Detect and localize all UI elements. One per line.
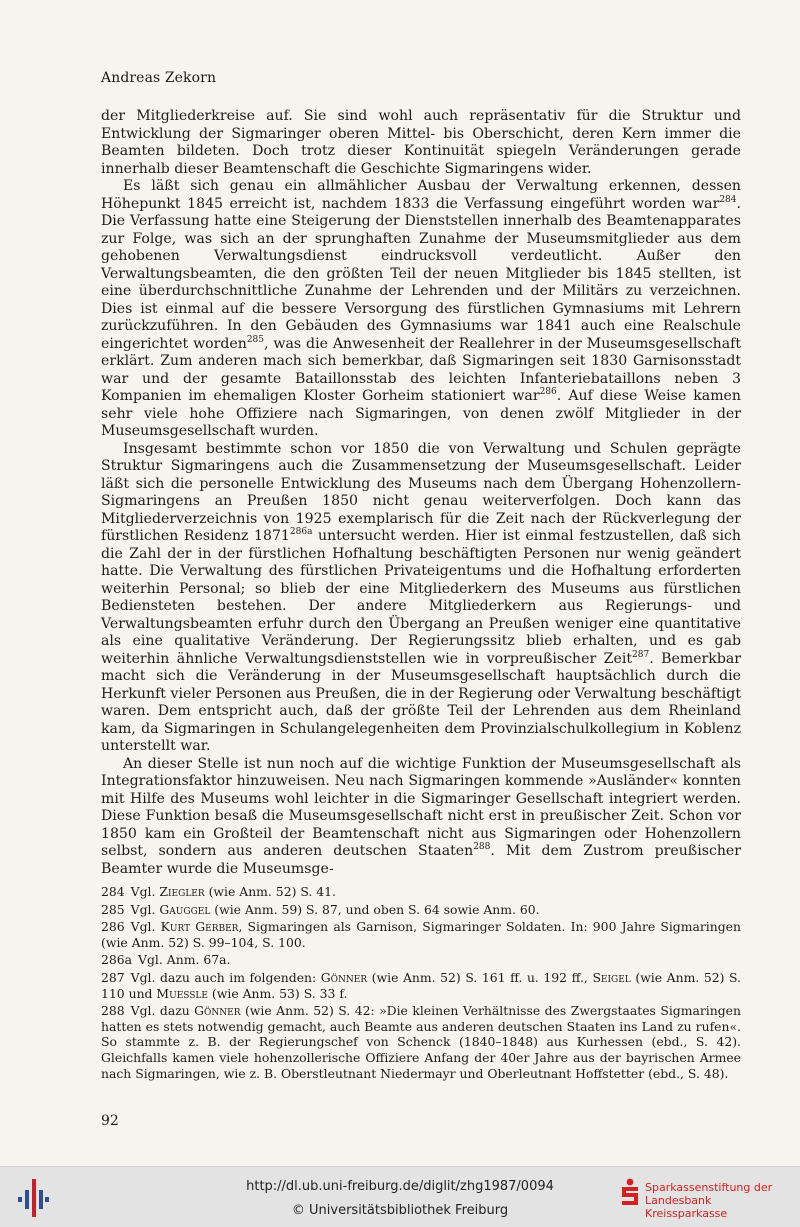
footnote-text: Vgl. Anm. 67a. (138, 952, 231, 968)
footnote (101, 952, 741, 968)
footnote (101, 902, 741, 918)
footnote-text: Vgl. Gauggel (wie Anm. 59) S. 87, und oben S. 64 sowie Anm. 60. (130, 901, 540, 917)
body-paragraph: Es läßt sich genau ein allmählicher Ausbau der Verwaltung erkennen, dessen Höhepunkt 1845 erreicht ist, nachdem 1833 die Verfassung eingeführt worden war$^{284}$. Die Verfassung hatte eine Steigerung der Dienststellen innerhalb des Beamtenapparates zur Folge, was sich an der sprunghaften Zunahme der Museumsmitglieder aus dem gehobenen Verwaltungsdienst eindrucksvoll verdeutlicht. Außer den Verwaltungsbeamten, die den größten Teil der neuen Mitglieder bis 1845 stellten, ist eine überdurchschnittliche Zunahme der Lehrenden und der Militärs zu verzeichnen. Dies ist einmal auf die bessere Versorgung des fürstlichen Gymnasiums mit Lehrern zurückzuführen. In den Gebäuden des Gymnasiums war 1841 auch eine Realschule eingerichtet worden$^{285}$, was die Anwesenheit der Reallehrer in der Museumsgesellschaft erklärt. Zum anderen mach sich bemerkbar, daß Sigmaringen seit 1830 Garnisonsstadt war und der gesamte Bataillonsstab des leichten Infanteriebataillons neben 3 Kompanien im ehemaligen Kloster Gorheim stationiert war$^{286}$. Auf diese Weise kamen sehr viele hohe Offiziere nach Sigmaringen, von denen zwölf Mitglieder in der Museumsgesellschaft wurden. (101, 178, 741, 439)
body-text (101, 108, 741, 878)
body-paragraph: der Mitgliederkreise auf. Sie sind wohl auch repräsentativ für die Struktur und Entwicklung der Sigmaringer oberen Mittel- bis Oberschicht, deren Kern immer die Beamten bildeten. Doch trotz dieser Kontinuität spiegeln Veränderungen gerade innerhalb dieser Beamtenschaft die Geschichte Sigmaringens wider. (101, 108, 741, 177)
body-paragraph: Insgesamt bestimmte schon vor 1850 die von Verwaltung und Schulen geprägte Struktur Sigmaringens auch die Zusammensetzung der Museumsgesellschaft. Leider läßt sich die personelle Entwicklung des Museums nach dem Übergang Hohenzollern-Sigmaringens an Preußen 1850 nicht genau weiterverfolgen. Doch kann das Mitgliederverzeichnis von 1925 exemplarisch für die Zeit nach der Rückverlegung der fürstlichen Residenz $1871^{286a}$ untersucht werden. Hier ist einmal festzustellen, daß sich die Zahl der in der fürstlichen Hofhaltung beschäftigten Personen nur wenig geändert hatte. Die Verwaltung des fürstlichen Privateigentums und die Hofhaltung erforderten weiterhin Personal; so blieb der eine Mitgliederkern des Museums aus fürstlichen Bediensteten bestehen. Der andere Mitgliederkern aus Regierungs- und Verwaltungsbeamten erfuhr durch den Übergang an Preußen weniger eine quantitative als eine qualitative Veränderung. Der Regierungssitz blieb erhalten, und es gab weiterhin ähnliche Verwaltungsdienststellen wie in vorpreußischer Zeit$^{287}$. Bemerkbar macht sich die Veränderung in der Museumsgesellschaft hauptsächlich durch die Herkunft vieler Personen aus Preußen, die in der Regierung oder Verwaltung beschäftigt waren. Dem entspricht auch, daß der größte Teil der Lehrenden aus dem Rheinland kam, da Sigmaringen in Schulangelegenheiten dem Provinzialschulkollegium in Koblenz unterstellt war. (101, 440, 741, 754)
footnote (101, 1003, 741, 1081)
footnote-text: Vgl. dazu Gönner (wie Anm. 52) S. 42: »Die kleinen Verhältnisse des Zwergstaates Sigmaringen hatten es stets notwendig gemacht, auch Beamte aus anderen deutschen Staaten ins Land zu rufen«. So stammte z. B. der Regierungschef von Schenck (1840–1848) aus Kurhessen (ebd., S. 42). Gleichfalls kamen viele hohenzollerische Offiziere Anfang der 40er Jahre aus der bayrischen Armee nach Sigmaringen, wie z. B. Oberstleutnant Niedermayr und Oberleutnant Hoffstetter (ebd., S. 48). (101, 1003, 741, 1081)
sparkasse-s-icon (619, 1178, 641, 1208)
viewer-footer (0, 1166, 800, 1227)
running-head: Andreas Zekorn (101, 70, 217, 86)
footnote-number: 288 (101, 1003, 125, 1019)
sparkasse-sponsor-logo (617, 1176, 797, 1220)
page-number: 92 (101, 1113, 119, 1129)
footnote (101, 884, 741, 900)
footnotes (101, 884, 741, 1083)
copyright-notice: © Universitätsbibliothek Freiburg (291, 1203, 509, 1218)
footnote-number: 285 (101, 901, 125, 917)
body-paragraph: An dieser Stelle ist nun noch auf die wichtige Funktion der Museumsgesellschaft als Integrationsfaktor hinzuweisen. Neu nach Sigmaringen kommende »Ausländer« konnten mit Hilfe des Museums wohl leichter in die Sigmaringer Gesellschaft integriert werden. Diese Funktion besaß die Museumsgesellschaft nicht erst in preußischer Zeit. Schon vor 1850 kam ein Großteil der Beamtenschaft nicht aus Sigmaringen oder Hohenzollern selbst, sondern aus anderen deutschen Staaten$^{288}$. Mit dem Zustrom preußischer Beamter wurde die Museumsge- (101, 755, 741, 877)
footnote-number: 286 (101, 919, 125, 935)
footnote (101, 970, 741, 1001)
document-url-link[interactable]: http://dl.ub.uni-freiburg.de/diglit/zhg1987/0094 (246, 1179, 554, 1194)
footnote-number: 286a (101, 952, 133, 968)
footnote (101, 919, 741, 950)
footnote-number: 284 (101, 884, 125, 899)
footnote-text: Vgl. Kurt Gerber, Sigmaringen als Garnison, Sigmaringer Soldaten. In: 900 Jahre Sigmaringen (wie Anm. 52) S. 99–104, S. 100. (101, 919, 741, 950)
footnote-text: Vgl. dazu auch im folgenden: Gönner (wie Anm. 52) S. 161 ff. u. 192 ff., Seigel (wie Anm. 52) S. 110 und Muessle (wie Anm. 53) S. 33 f. (101, 969, 741, 1001)
footnote-number: 287 (101, 969, 125, 985)
sponsor-line-2: Landesbank Kreissparkasse (645, 1194, 728, 1220)
sponsor-line-1: Sparkassenstiftung der (645, 1181, 773, 1194)
footnote-text: Vgl. Ziegler (wie Anm. 52) S. 41. (130, 884, 336, 899)
